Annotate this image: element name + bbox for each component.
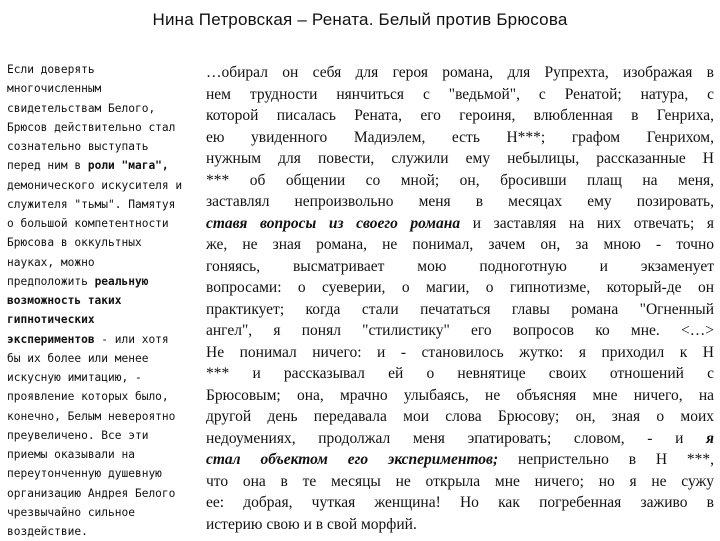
commentary-line (7, 291, 203, 310)
quote-text: ее: добрая, чуткая женщина! Но как погребенная заживо в (206, 494, 714, 511)
commentary-line (7, 426, 203, 445)
quote-text: же, не зная романа, не понимал, зачем он, за мною - точно (206, 236, 714, 253)
commentary-line (7, 214, 203, 233)
quote-text: ангел", я понял "стилистику" его вопросов ко мне. <…> (206, 322, 714, 339)
commentary-bold-text: гипнотических (7, 313, 95, 327)
commentary-line (7, 503, 203, 522)
commentary-line (7, 522, 203, 541)
quote-bold-italic-text: ставя вопросы из своего романа (206, 214, 461, 232)
quote-line (206, 191, 714, 213)
commentary-line (7, 349, 203, 368)
quote-line (206, 170, 714, 192)
quote-line (206, 105, 714, 127)
commentary-text: бы их более или менее (7, 351, 149, 365)
commentary-line (7, 156, 203, 175)
quote-line (206, 363, 714, 385)
quote-line (206, 213, 714, 235)
commentary-line (7, 310, 203, 329)
commentary-text: чрезвычайно сильное (7, 505, 135, 519)
quote-line (206, 320, 714, 342)
commentary-line (7, 99, 203, 118)
quote-text: непристельно в Н ***, (498, 451, 714, 468)
quote-line (206, 84, 714, 106)
commentary-text: науках, можно (7, 255, 95, 269)
quote-line (206, 277, 714, 299)
commentary-line (7, 272, 203, 291)
commentary-line (7, 330, 203, 349)
commentary-line (7, 195, 203, 214)
quote-line (206, 492, 714, 514)
quote-line (206, 127, 714, 149)
commentary-text: приемы оказывали на (7, 448, 135, 461)
quote-text: нем трудности нянчиться с "ведьмой", с Ренатой; натура, с (206, 85, 714, 103)
commentary-bold-text: возможность таких (7, 294, 122, 307)
commentary-text: о большой компетентности (7, 217, 169, 230)
quote-line (206, 385, 714, 407)
quote-line (206, 342, 714, 364)
right-quote-column (206, 62, 714, 535)
commentary-text: организацию Андрея Белого (7, 486, 176, 500)
quote-text: *** и рассказывал ей о невнятице своих отношений с (206, 365, 714, 382)
quote-text: Не понимал ничего: и - становилось жутко: я приходил к Н (206, 343, 714, 361)
quote-text: которой писалась Рената, его героиня, влюбленная в Генриха, (206, 107, 714, 124)
quote-line (206, 256, 714, 278)
slide-title: Нина Петровская – Рената. Белый против Брюсова (152, 10, 568, 29)
commentary-line (7, 464, 203, 483)
commentary-text: Брюсов действительно стал (7, 120, 176, 134)
commentary-line (7, 60, 203, 79)
commentary-text: - или хотя (94, 332, 169, 346)
commentary-line (7, 233, 203, 252)
commentary-text: проявление которых было, (7, 390, 169, 404)
quote-line (206, 148, 714, 170)
quote-text: Брюсовым; она, мрачно улыбаясь, не объясняя мне ничего, на (206, 386, 714, 404)
quote-line (206, 299, 714, 321)
commentary-line (7, 368, 203, 387)
quote-text: …обирал он себя для героя романа, для Рупрехта, изображая в (206, 64, 714, 81)
commentary-text: конечно, Белым невероятно (7, 409, 176, 423)
quote-line (206, 471, 714, 493)
quote-text: что она в те месяцы не открыла мне ничего; но я не сужу (206, 472, 714, 490)
commentary-line (7, 79, 203, 98)
commentary-line (7, 407, 203, 426)
commentary-line (7, 253, 203, 272)
commentary-text: воздействие. (7, 525, 88, 538)
commentary-line (7, 176, 203, 195)
quote-text: и заставляя на них отвечать; я (460, 214, 714, 232)
commentary-text: сознательно выступать (7, 140, 149, 153)
quote-text: гоняясь, высматривает мою подноготную и экзаменует (206, 257, 714, 275)
commentary-line (7, 387, 203, 406)
quote-text: практикует; когда стали печататься главы романа "Огненный (206, 300, 714, 318)
commentary-text: Брюсова в оккультных (7, 236, 142, 250)
quote-text: заставлял непроизвольно меня в месяцах ему позировать, (206, 193, 714, 210)
left-commentary-column (7, 60, 203, 541)
commentary-text: демонического искусителя и (7, 178, 183, 192)
quote-line (206, 406, 714, 428)
commentary-text: преувеличено. Все эти (7, 428, 149, 442)
quote-text: другой день передавала мои слова Брюсову; он, зная о моих (206, 408, 714, 425)
commentary-text: искусную имитацию, - (7, 371, 142, 384)
commentary-bold-text: экспериментов (7, 332, 95, 346)
quote-line (206, 234, 714, 256)
quote-line (206, 428, 714, 450)
commentary-text: Если доверять (7, 63, 95, 76)
commentary-line (7, 445, 203, 464)
commentary-bold-text: реальную (94, 274, 149, 288)
commentary-text: предположить (7, 274, 95, 288)
commentary-text: свидетельствам Белого, (7, 101, 156, 115)
commentary-text: переутонченную душевную (7, 467, 162, 481)
commentary-line (7, 484, 203, 503)
quote-bold-italic-text: я (706, 429, 714, 447)
quote-bold-italic-text: стал объектом его экспериментов; (206, 451, 499, 468)
quote-line (206, 449, 714, 471)
commentary-text: служителя "тьмы". Памятуя (7, 197, 176, 211)
commentary-line (7, 118, 203, 137)
quote-line (206, 514, 714, 536)
quote-text: вопросами: о суеверии, о магии, о гипнотизме, который-де он (206, 279, 714, 296)
quote-text: нужным для повести, служили ему небылицы, рассказанные Н (206, 150, 714, 167)
commentary-text: многочисленным (7, 82, 102, 96)
commentary-line (7, 137, 203, 156)
quote-line (206, 62, 714, 84)
quote-text: недоумениях, продолжал меня эпатировать; словом, - и (206, 429, 706, 447)
quote-text: *** об общении со мной; он, бросивши плащ на меня, (206, 171, 714, 189)
commentary-text: перед ним в (7, 159, 88, 173)
quote-text: истерию свою и в свой морфий. (206, 515, 417, 533)
commentary-bold-text: роли "мага", (87, 159, 169, 173)
quote-text: ею увиденного Мадиэлем, есть Н***; графом Генрихом, (206, 128, 714, 146)
